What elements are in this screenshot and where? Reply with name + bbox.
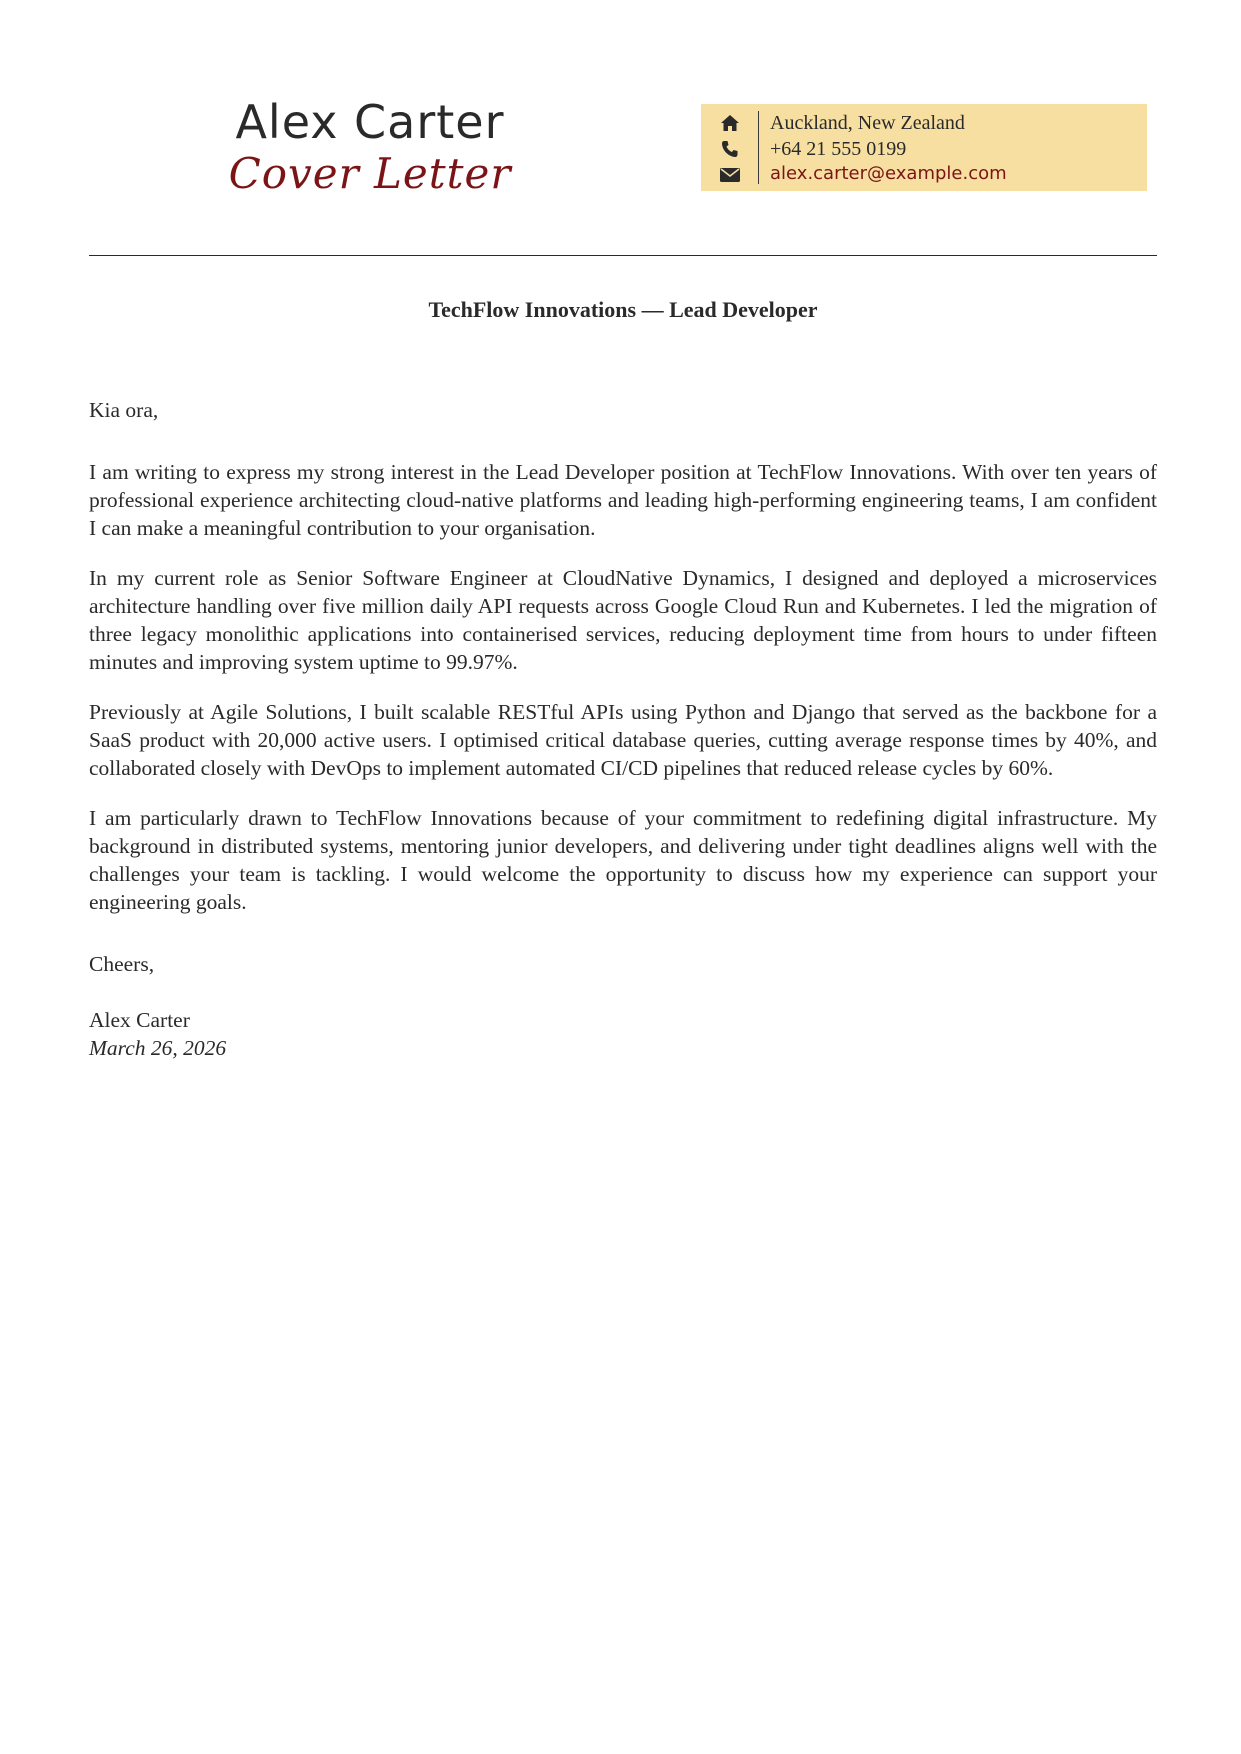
salutation: Kia ora, (89, 398, 159, 422)
letter-subject: TechFlow Innovations — Lead Developer (428, 297, 818, 322)
letter-date: March 26, 2026 (89, 1036, 227, 1060)
applicant-name: Alex Carter (235, 95, 505, 149)
header-name-block (200, 96, 540, 198)
header-divider-rule (89, 255, 1157, 256)
letter-paragraph: In my current role as Senior Software Engineer at CloudNative Dynamics, I designed and deployed a microservices architecture handling over five million daily API requests across Google Cloud Run and Kubernetes. I led the migration of three legacy monolithic applications into containerised services, reducing deployment time from hours to under fifteen minutes and improving system uptime to 99.97%. (89, 566, 1157, 674)
contact-email-link[interactable]: alex.carter@example.com (770, 163, 1007, 184)
contact-location: Auckland, New Zealand (770, 112, 965, 134)
contact-row-location (701, 110, 1147, 136)
closing: Cheers, (89, 952, 155, 976)
letter-paragraph: I am particularly drawn to TechFlow Innovations because of your commitment to redefining digital infrastructure. My background in distributed systems, mentoring junior developers, and delivering under tight deadlines aligns well with the challenges your team is tackling. I would welcome the opportunity to discuss how my experience can support your engineering goals. (89, 806, 1157, 914)
contact-info-box (701, 104, 1147, 191)
contact-row-phone (701, 136, 1147, 162)
signature-name: Alex Carter (89, 1008, 190, 1032)
contact-row-email (701, 161, 1147, 187)
phone-icon (720, 140, 740, 158)
letter-paragraph: I am writing to express my strong interest in the Lead Developer position at TechFlow Innovations. With over ten years of professional experience architecting cloud-native platforms and leading high-performing engineering teams, I am confident I can make a meaningful contribution to your organisation. (89, 460, 1157, 540)
envelope-icon (720, 165, 740, 183)
letter-paragraph: Previously at Agile Solutions, I built scalable RESTful APIs using Python and Django that served as the backbone for a SaaS product with 20,000 active users. I optimised critical database queries, cutting average response times by 40%, and collaborated closely with DevOps to implement automated CI/CD pipelines that reduced release cycles by 60%. (89, 700, 1157, 780)
document-type-title: Cover Letter (228, 149, 512, 198)
home-icon (720, 114, 740, 132)
contact-phone: +64 21 555 0199 (770, 138, 907, 160)
